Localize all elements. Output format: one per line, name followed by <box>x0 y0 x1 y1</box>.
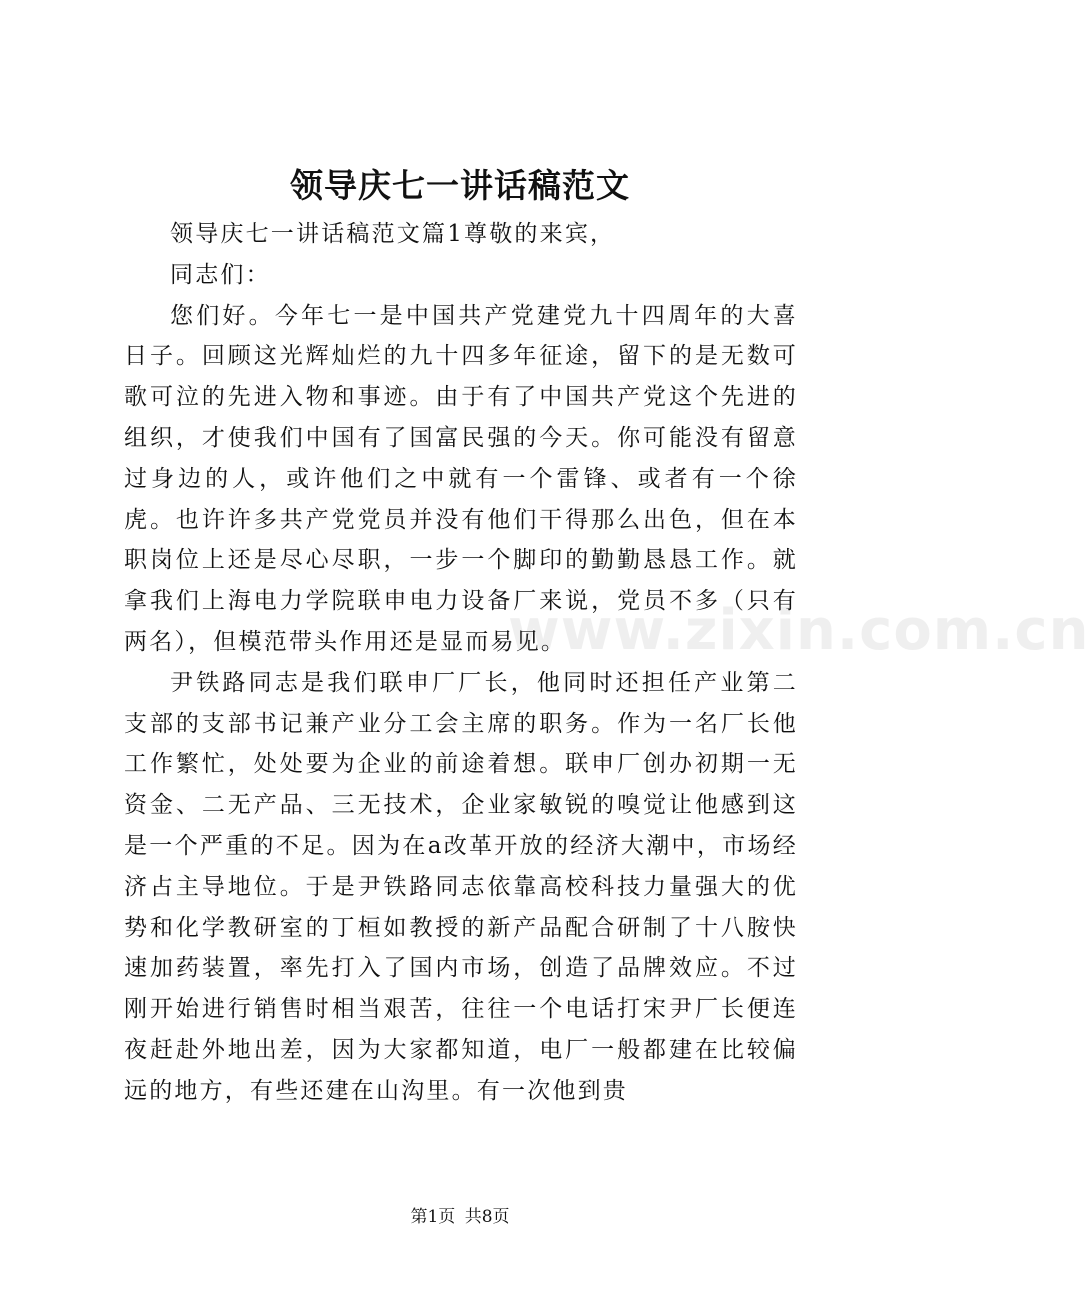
document-body <box>124 214 798 1112</box>
paragraph-intro: 您们好。今年七一是中国共产党建党九十四周年的大喜日子。回顾这光辉灿烂的九十四多年征途，留下的是无数可歌可泣的先进入物和事迹。由于有了中国共产党这个先进的组织，才使我们中国有了国富民强的今天。你可能没有留意过身边的人，或许他们之中就有一个雷锋、或者有一个徐虎。也许许多共产党党员并没有他们干得那么出色，但在本职岗位上还是尽心尽职，一步一个脚印的勤勤恳恳工作。就拿我们上海电力学院联申电力设备厂来说，党员不多（只有两名），但模范带头作用还是显而易见。 <box>124 302 798 655</box>
paragraph-yin-tielu: 尹铁路同志是我们联申厂厂长，他同时还担任产业第二支部的支部书记兼产业分工会主席的职务。作为一名厂长他工作繁忙，处处要为企业的前途着想。联申厂创办初期一无资金、二无产品、三无技术，企业家敏锐的嗅觉让他感到这是一个严重的不足。因为在a改革开放的经济大潮中，市场经济占主导地位。于是尹铁路同志依靠高校科技力量强大的优势和化学教研室的丁桓如教授的新产品配合研制了十八胺快速加药装置，率先打入了国内市场，创造了品牌效应。不过刚开始进行销售时相当艰苦，往往一个电话打宋尹厂长便连夜赶赴外地出差，因为大家都知道，电厂一般都建在比较偏远的地方，有些还建在山沟里。有一次他到贵 <box>124 669 798 1104</box>
document-title: 领导庆七一讲话稿范文 <box>290 166 630 205</box>
paragraph-salutation: 同志们： <box>170 261 271 288</box>
paragraph-greeting: 领导庆七一讲话稿范文篇1尊敬的来宾， <box>170 221 616 247</box>
page-footer: 第1页 共8页 <box>410 1207 510 1227</box>
watermark: www.zixin.com.cn <box>508 598 1090 663</box>
